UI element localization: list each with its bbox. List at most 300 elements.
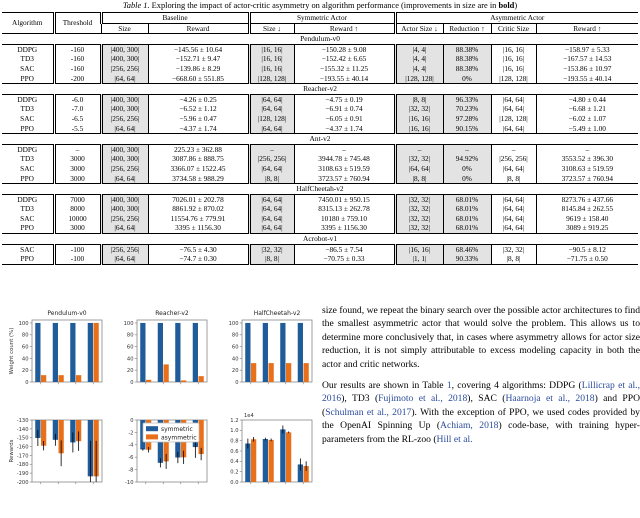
- cell-threshold: -160: [54, 64, 101, 74]
- cell-baseline-reward: −668.60 ± 551.85: [148, 74, 249, 84]
- cell-asym-actor-size: |8, 8|: [395, 174, 443, 184]
- cell-baseline-size: |400, 300|: [101, 104, 148, 114]
- cell-asym-reward: −158.97 ± 5.33: [536, 44, 638, 54]
- axis-text: -160: [16, 444, 29, 451]
- env-name: HalfCheetah-v2: [2, 184, 638, 195]
- cell-symmetric-reward: −86.5 ± 7.54: [294, 244, 395, 254]
- cell-baseline-size: |400, 300|: [101, 194, 148, 204]
- cell-symmetric-size: |128, 128|: [249, 114, 294, 124]
- cell-symmetric-size: |128, 128|: [249, 74, 294, 84]
- th-asym-reward: Reward ↑: [536, 23, 638, 34]
- cell-reduction: 88.38%: [443, 44, 491, 54]
- th-asym-actor-size: Actor Size ↓: [395, 23, 443, 34]
- cell-algorithm: SAC: [2, 214, 54, 224]
- cell-symmetric-size: |64, 64|: [249, 124, 294, 134]
- bar-symmetric: [263, 323, 268, 382]
- cell-reduction: 97.28%: [443, 114, 491, 124]
- results-figure: [0, 298, 318, 513]
- cell-reduction: 88.38%: [443, 54, 491, 64]
- bar-asymmetric: [286, 363, 291, 382]
- cell-algorithm: SAC: [2, 164, 54, 174]
- cell-reduction: 68.46%: [443, 244, 491, 254]
- bar-asymmetric: [146, 380, 151, 382]
- cell-symmetric-size: |256, 256|: [249, 154, 294, 164]
- cell-symmetric-size: |64, 64|: [249, 204, 294, 214]
- cell-threshold: -5.5: [54, 124, 101, 134]
- cell-reduction: 68.01%: [443, 194, 491, 204]
- cell-symmetric-reward: 3108.63 ± 519.59: [294, 164, 395, 174]
- th-base-reward: Reward: [148, 23, 249, 34]
- table-row: [2, 144, 638, 154]
- axis-text: -170: [16, 453, 29, 460]
- cell-symmetric-size: |32, 32|: [249, 244, 294, 254]
- cell-critic-size: |16, 16|: [491, 54, 536, 64]
- cell-critic-size: |64, 64|: [491, 104, 536, 114]
- cell-asym-reward: 3723.57 ± 760.94: [536, 174, 638, 184]
- cell-threshold: -6.0: [54, 94, 101, 104]
- axis-text: -200: [16, 479, 29, 486]
- table-row: [2, 244, 638, 254]
- bar-asymmetric: [76, 375, 81, 382]
- bar-asymmetric: [59, 375, 64, 382]
- axis-text: 20: [126, 368, 134, 375]
- axis-text: 0: [25, 379, 29, 386]
- citation-link[interactable]: Fujimoto et al., 2018: [378, 393, 468, 405]
- axis-text: 60: [21, 344, 29, 351]
- chart-panel-1: [124, 310, 207, 386]
- axis-text: 40: [231, 356, 239, 363]
- cell-baseline-reward: −145.56 ± 10.64: [148, 44, 249, 54]
- axis-text: 60: [126, 344, 134, 351]
- cell-symmetric-size: |64, 64|: [249, 94, 294, 104]
- cell-symmetric-reward: −155.32 ± 11.25: [294, 64, 395, 74]
- axis-text: -150: [16, 435, 29, 442]
- cell-baseline-size: |64, 64|: [101, 124, 148, 134]
- chart-panel-2: [229, 310, 312, 386]
- citation-link[interactable]: Achiam, 2018: [440, 420, 499, 432]
- cell-algorithm: TD3: [2, 54, 54, 64]
- cell-algorithm: PPO: [2, 124, 54, 134]
- cell-asym-reward: 3553.52 ± 396.30: [536, 154, 638, 164]
- chart-legend: [143, 423, 199, 442]
- table-row: [2, 174, 638, 184]
- paragraph-2-text: ) code-base, with training hyper-parameters from the RL-zoo (: [322, 420, 640, 445]
- th-sym-size: Size ↓: [249, 23, 294, 34]
- caption-bold: bold: [498, 1, 515, 10]
- cell-asym-reward: −71.75 ± 0.50: [536, 254, 638, 264]
- cell-symmetric-reward: −4.37 ± 1.74: [294, 124, 395, 134]
- cell-critic-size: |64, 64|: [491, 204, 536, 214]
- cell-algorithm: DDPG: [2, 144, 54, 154]
- cell-critic-size: |64, 64|: [491, 124, 536, 134]
- cell-algorithm: DDPG: [2, 94, 54, 104]
- axis-text: 0.2: [230, 469, 239, 476]
- axis-text: -190: [16, 471, 29, 478]
- cell-asym-actor-size: –: [395, 144, 443, 154]
- cell-threshold: 3000: [54, 154, 101, 164]
- bar-asymmetric: [304, 363, 309, 382]
- bar-asymmetric: [199, 376, 204, 382]
- cell-symmetric-reward: 3944.78 ± 745.48: [294, 154, 395, 164]
- cell-asym-actor-size: |32, 32|: [395, 223, 443, 233]
- cell-reduction: –: [443, 144, 491, 154]
- table-row: [2, 164, 638, 174]
- axis-text: 0: [130, 417, 134, 424]
- cell-baseline-reward: 11554.76 ± 779.91: [148, 214, 249, 224]
- th-base-size: Size: [101, 23, 148, 34]
- table-row: [2, 223, 638, 233]
- cell-baseline-size: |256, 256|: [101, 164, 148, 174]
- axis-text: -10: [125, 479, 134, 486]
- cell-threshold: -100: [54, 244, 101, 254]
- cell-algorithm: SAC: [2, 64, 54, 74]
- citation-link[interactable]: Lillicrap et al., 2016: [322, 380, 640, 405]
- cell-threshold: -6.5: [54, 114, 101, 124]
- cell-asym-actor-size: |64, 64|: [395, 164, 443, 174]
- cell-asym-actor-size: |32, 32|: [395, 194, 443, 204]
- paragraph-2-text: ), TD3 (: [341, 393, 379, 405]
- cell-asym-actor-size: |32, 32|: [395, 204, 443, 214]
- cell-critic-size: |64, 64|: [491, 94, 536, 104]
- table-caption: [0, 0, 640, 12]
- table-row: [2, 214, 638, 224]
- chart-title: HalfCheetah-v2: [253, 310, 301, 317]
- cell-critic-size: |8, 8|: [491, 254, 536, 264]
- cell-baseline-reward: −76.5 ± 4.30: [148, 244, 249, 254]
- cell-critic-size: |64, 64|: [491, 164, 536, 174]
- cell-asym-reward: 8145.84 ± 262.55: [536, 204, 638, 214]
- cell-reduction: 94.92%: [443, 154, 491, 164]
- bar-symmetric: [280, 323, 285, 382]
- bar-asymmetric: [94, 323, 99, 382]
- cell-symmetric-reward: 3395 ± 1156.30: [294, 223, 395, 233]
- bar-symmetric: [88, 323, 93, 382]
- cell-symmetric-reward: –: [294, 144, 395, 154]
- cell-critic-size: |8, 8|: [491, 174, 536, 184]
- caption-text: Exploring the impact of actor-critic asymmetry on algorithm performance (improvements in size are in: [149, 1, 499, 10]
- caption-close: ): [514, 1, 518, 10]
- bar-asymmetric: [269, 440, 274, 482]
- cell-baseline-reward: 3734.58 ± 988.29: [148, 174, 249, 184]
- cell-critic-size: |16, 16|: [491, 44, 536, 54]
- cell-algorithm: TD3: [2, 204, 54, 214]
- cell-asym-reward: −167.57 ± 14.53: [536, 54, 638, 64]
- th-reduction: Reduction ↑: [443, 23, 491, 34]
- cell-threshold: 3000: [54, 223, 101, 233]
- cell-reduction: 0%: [443, 74, 491, 84]
- th-threshold: Threshold: [54, 13, 101, 34]
- cell-symmetric-reward: −152.42 ± 6.65: [294, 54, 395, 64]
- chart-panel-5: [230, 413, 312, 486]
- cell-asym-reward: 9619 ± 158.40: [536, 214, 638, 224]
- cell-reduction: 68.01%: [443, 223, 491, 233]
- cell-threshold: 10000: [54, 214, 101, 224]
- cell-symmetric-size: |8, 8|: [249, 254, 294, 264]
- cell-algorithm: TD3: [2, 154, 54, 164]
- axis-text: -4: [128, 442, 134, 449]
- cell-asym-actor-size: |4, 4|: [395, 64, 443, 74]
- legend-label-symmetric: symmetric: [161, 426, 193, 434]
- axis-text: 20: [21, 368, 29, 375]
- bar-asymmetric: [181, 380, 186, 382]
- cell-symmetric-reward: −4.75 ± 0.19: [294, 94, 395, 104]
- cell-symmetric-reward: −6.91 ± 0.74: [294, 104, 395, 114]
- table-row: [2, 74, 638, 84]
- cell-baseline-size: |400, 300|: [101, 154, 148, 164]
- legend-swatch-symmetric: [146, 426, 158, 431]
- body-text-column: [322, 304, 640, 513]
- cell-asym-reward: –: [536, 144, 638, 154]
- env-group-row: [2, 34, 638, 45]
- y-axis-label: Rewards: [9, 439, 15, 463]
- bar-symmetric: [70, 323, 75, 382]
- cell-baseline-size: |256, 256|: [101, 244, 148, 254]
- axis-text: 1.2: [230, 417, 239, 424]
- header-row-groups: [2, 13, 638, 24]
- bar-symmetric: [298, 323, 303, 382]
- axis-text: 100: [123, 320, 134, 327]
- cell-asym-actor-size: |32, 32|: [395, 104, 443, 114]
- bar-asymmetric: [41, 375, 46, 382]
- cell-symmetric-size: |16, 16|: [249, 44, 294, 54]
- cell-baseline-reward: −4.26 ± 0.25: [148, 94, 249, 104]
- cell-threshold: 3000: [54, 164, 101, 174]
- paragraph-2-text: ). With the exception of PPO, we used codes provided by the OpenAI Spinning Up (: [322, 406, 640, 432]
- axis-text: 80: [126, 332, 134, 339]
- axis-text: 80: [21, 332, 29, 339]
- bar-asymmetric: [286, 432, 291, 482]
- chart-panel-3: [9, 418, 102, 486]
- legend-swatch-asymmetric: [146, 434, 158, 439]
- cell-critic-size: |64, 64|: [491, 214, 536, 224]
- table-body: [2, 34, 638, 265]
- table-row: [2, 64, 638, 74]
- cell-critic-size: |128, 128|: [491, 114, 536, 124]
- cell-critic-size: |16, 16|: [491, 64, 536, 74]
- paragraph-2-text: ) and PPO (: [322, 393, 640, 418]
- th-asymmetric-actor: Asymmetric Actor: [395, 13, 638, 24]
- cell-critic-size: |128, 128|: [491, 74, 536, 84]
- chart-panel-0: [9, 310, 102, 386]
- table-row: [2, 204, 638, 214]
- cell-asym-reward: 3089 ± 919.25: [536, 223, 638, 233]
- cell-critic-size: –: [491, 144, 536, 154]
- cell-baseline-size: |400, 300|: [101, 44, 148, 54]
- cell-baseline-reward: −152.71 ± 9.47: [148, 54, 249, 64]
- axis-text: -180: [16, 462, 29, 469]
- cell-baseline-size: |64, 64|: [101, 174, 148, 184]
- cell-asym-reward: −153.86 ± 10.97: [536, 64, 638, 74]
- axis-text: 100: [228, 320, 239, 327]
- axis-text: 0.4: [230, 459, 239, 466]
- axis-text: 40: [126, 356, 134, 363]
- cell-symmetric-reward: 8315.13 ± 262.78: [294, 204, 395, 214]
- cell-symmetric-reward: 7450.01 ± 950.15: [294, 194, 395, 204]
- cell-symmetric-size: |64, 64|: [249, 104, 294, 114]
- axis-text: 80: [231, 332, 239, 339]
- cell-baseline-size: |256, 256|: [101, 214, 148, 224]
- env-group-row: [2, 234, 638, 245]
- cell-asym-actor-size: |16, 16|: [395, 124, 443, 134]
- table-row: [2, 54, 638, 64]
- cell-baseline-size: |64, 64|: [101, 254, 148, 264]
- axis-text: 40: [21, 356, 29, 363]
- bar-symmetric: [280, 429, 285, 482]
- axis-text: -6: [128, 455, 134, 462]
- cell-asym-actor-size: |16, 16|: [395, 244, 443, 254]
- cell-threshold: -100: [54, 254, 101, 264]
- cell-threshold: –: [54, 144, 101, 154]
- cell-symmetric-size: |16, 16|: [249, 54, 294, 64]
- axis-text: 60: [231, 344, 239, 351]
- axis-text: -8: [128, 467, 134, 474]
- cell-asym-reward: −6.68 ± 1.21: [536, 104, 638, 114]
- figure-panel: [0, 298, 318, 513]
- table-row: [2, 154, 638, 164]
- table-row: [2, 124, 638, 134]
- cell-baseline-reward: 3366.07 ± 1522.45: [148, 164, 249, 174]
- cell-symmetric-size: |64, 64|: [249, 194, 294, 204]
- bar-symmetric: [193, 323, 198, 382]
- bar-symmetric: [245, 323, 250, 382]
- cell-baseline-reward: −5.96 ± 0.47: [148, 114, 249, 124]
- table-row: [2, 194, 638, 204]
- axis-text: -2: [128, 430, 134, 437]
- bar-symmetric: [175, 323, 180, 382]
- axis-text: 0.6: [230, 448, 239, 455]
- cell-critic-size: |256, 256|: [491, 154, 536, 164]
- cell-algorithm: PPO: [2, 74, 54, 84]
- cell-symmetric-size: |64, 64|: [249, 214, 294, 224]
- axis-text: 0.0: [230, 479, 239, 486]
- th-critic-size: Critic Size: [491, 23, 536, 34]
- cell-asym-actor-size: |16, 16|: [395, 114, 443, 124]
- cell-algorithm: PPO: [2, 254, 54, 264]
- cell-symmetric-size: |64, 64|: [249, 223, 294, 233]
- axis-text: 0.8: [230, 438, 239, 445]
- cell-critic-size: |32, 32|: [491, 244, 536, 254]
- cell-symmetric-reward: −150.28 ± 9.08: [294, 44, 395, 54]
- env-name: Pendulum-v0: [2, 34, 638, 45]
- cell-baseline-reward: −74.7 ± 0.30: [148, 254, 249, 264]
- cell-baseline-size: |256, 256|: [101, 114, 148, 124]
- cell-threshold: -160: [54, 44, 101, 54]
- chart-title: Reacher-v2: [155, 310, 189, 317]
- cell-reduction: 0%: [443, 164, 491, 174]
- table-row: [2, 94, 638, 104]
- citation-link[interactable]: Hill et al.: [436, 433, 473, 445]
- cell-algorithm: SAC: [2, 244, 54, 254]
- cell-baseline-size: |64, 64|: [101, 74, 148, 84]
- bottom-area: [0, 298, 640, 513]
- cell-symmetric-size: |16, 16|: [249, 64, 294, 74]
- results-table: [2, 12, 638, 265]
- env-group-row: [2, 84, 638, 95]
- cell-critic-size: |64, 64|: [491, 223, 536, 233]
- cell-symmetric-reward: −193.55 ± 40.14: [294, 74, 395, 84]
- cell-baseline-reward: 3395 ± 1156.30: [148, 223, 249, 233]
- bar-symmetric: [158, 323, 163, 382]
- axis-text: 1.0: [230, 428, 239, 435]
- cell-reduction: 0%: [443, 174, 491, 184]
- cell-baseline-reward: 3087.86 ± 888.75: [148, 154, 249, 164]
- cell-symmetric-reward: 3723.57 ± 760.94: [294, 174, 395, 184]
- caption-label: Table 1.: [122, 1, 150, 10]
- citation-link[interactable]: Schulman et al., 2017: [325, 406, 412, 418]
- cell-symmetric-size: |64, 64|: [249, 164, 294, 174]
- env-group-row: [2, 184, 638, 195]
- cell-reduction: 90.33%: [443, 254, 491, 264]
- bar-symmetric: [140, 323, 145, 382]
- cell-threshold: 3000: [54, 174, 101, 184]
- paragraph-2-text: ), SAC (: [467, 393, 506, 405]
- y-axis-exponent: 1e4: [244, 413, 254, 419]
- cell-algorithm: PPO: [2, 223, 54, 233]
- paragraph-2: [322, 379, 640, 446]
- bar-asymmetric: [251, 439, 256, 482]
- bar-asymmetric: [164, 364, 169, 382]
- citation-link[interactable]: Haarnoja et al., 2018: [505, 393, 595, 405]
- bar-asymmetric: [251, 363, 256, 382]
- cell-baseline-reward: 7026.01 ± 202.78: [148, 194, 249, 204]
- citation-link[interactable]: 1: [446, 380, 452, 392]
- cell-asym-actor-size: |32, 32|: [395, 154, 443, 164]
- env-name: Ant-v2: [2, 134, 638, 145]
- cell-asym-reward: −193.55 ± 40.14: [536, 74, 638, 84]
- cell-baseline-size: |64, 64|: [101, 223, 148, 233]
- cell-threshold: -160: [54, 54, 101, 64]
- cell-algorithm: DDPG: [2, 194, 54, 204]
- cell-algorithm: SAC: [2, 114, 54, 124]
- cell-reduction: 68.01%: [443, 214, 491, 224]
- paragraph-1: size found, we repeat the binary search over the possible actor architectures to find the smallest asymmetric actor that would solve the problem. This allows us to determine more conclusively that, in cases where asymmetry allows for actor size reduction, it is not simply attributable to excess modeling capacity in both the actor and critic networks.: [322, 305, 640, 370]
- chart-title: Pendulum-v0: [47, 310, 87, 317]
- cell-algorithm: DDPG: [2, 44, 54, 54]
- cell-asym-actor-size: |4, 4|: [395, 54, 443, 64]
- bar-asymmetric: [269, 363, 274, 382]
- paragraph-2-text: Our results are shown in Table: [322, 380, 447, 392]
- table-head: [2, 13, 638, 34]
- cell-asym-actor-size: |8, 8|: [395, 94, 443, 104]
- cell-asym-reward: 3108.63 ± 519.59: [536, 164, 638, 174]
- legend-label-asymmetric: asymmetric: [161, 434, 197, 442]
- table-row: [2, 254, 638, 264]
- axis-text: 0: [235, 379, 239, 386]
- th-sym-reward: Reward ↑: [294, 23, 395, 34]
- cell-asym-reward: −5.49 ± 1.00: [536, 124, 638, 134]
- cell-baseline-reward: −6.52 ± 1.12: [148, 104, 249, 114]
- paragraph-2-text: , covering 4 algorithms: DDPG (: [451, 380, 582, 392]
- cell-asym-actor-size: |128, 128|: [395, 74, 443, 84]
- cell-algorithm: TD3: [2, 104, 54, 114]
- cell-reduction: 90.15%: [443, 124, 491, 134]
- cell-reduction: 88.38%: [443, 64, 491, 74]
- cell-asym-actor-size: |1, 1|: [395, 254, 443, 264]
- cell-baseline-size: |400, 300|: [101, 94, 148, 104]
- cell-threshold: 8000: [54, 204, 101, 214]
- cell-symmetric-reward: −6.05 ± 0.91: [294, 114, 395, 124]
- th-baseline: Baseline: [101, 13, 249, 24]
- cell-asym-actor-size: |32, 32|: [395, 214, 443, 224]
- bar-symmetric: [53, 323, 58, 382]
- cell-baseline-reward: 225.23 ± 362.88: [148, 144, 249, 154]
- cell-reduction: 68.01%: [443, 204, 491, 214]
- cell-baseline-reward: 8861.92 ± 870.02: [148, 204, 249, 214]
- cell-asym-reward: −90.5 ± 8.12: [536, 244, 638, 254]
- th-symmetric-actor: Symmetric Actor: [249, 13, 395, 24]
- cell-critic-size: |64, 64|: [491, 194, 536, 204]
- cell-symmetric-size: –: [249, 144, 294, 154]
